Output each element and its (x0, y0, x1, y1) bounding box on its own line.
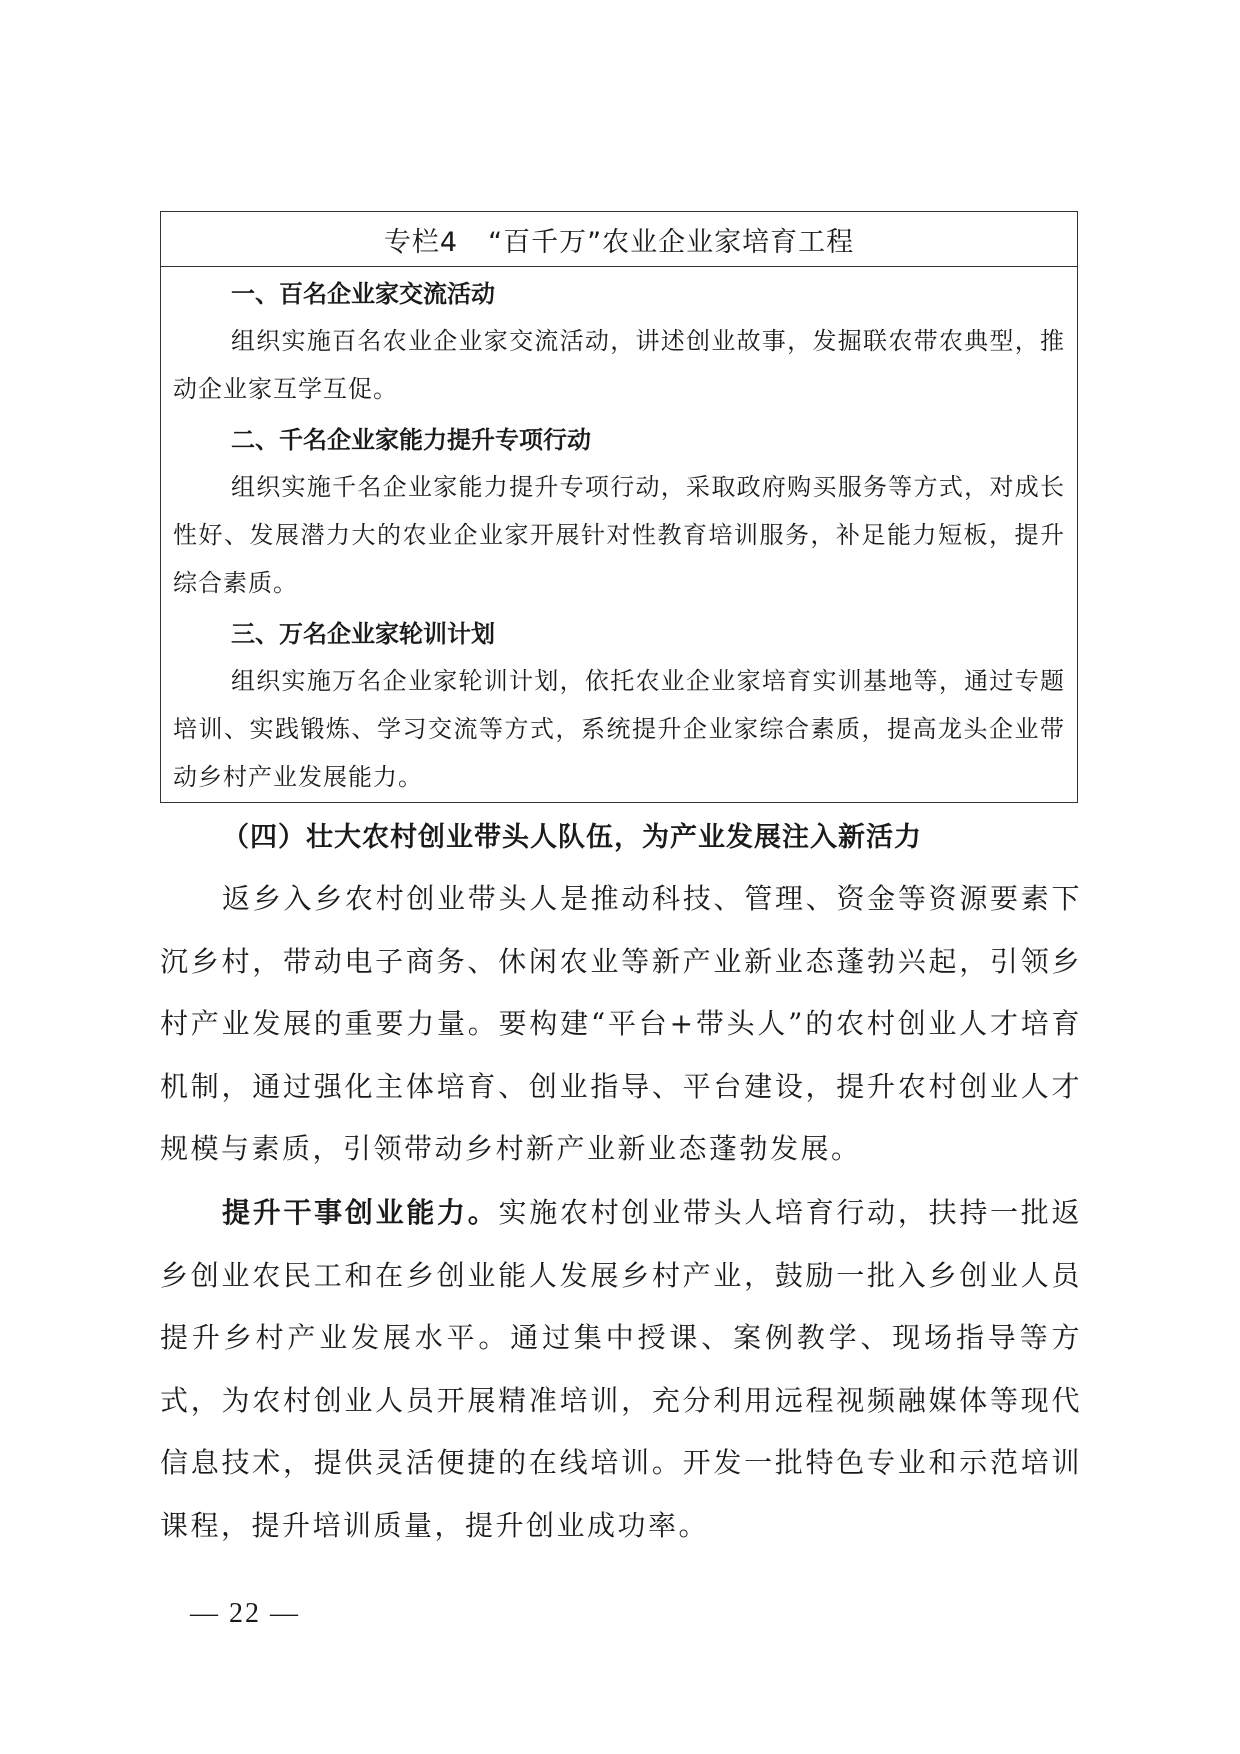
column-title (161, 212, 1077, 267)
main-paragraph: 返乡入乡农村创业带头人是推动科技、管理、资金等资源要素下沉乡村，带动电子商务、休闲农业等新产业新业态蓬勃兴起，引领乡村产业发展的重要力量。要构建“平台+带头人”的农村创业人才培育机制，通过强化主体培育、创业指导、平台建设，提升农村创业人才规模与素质，引领带动乡村新产业新业态蓬勃发展。 (160, 882, 1082, 1165)
main-paragraph (160, 1182, 1082, 1557)
column-body (161, 279, 1077, 801)
column-section (173, 425, 1065, 607)
column-section (173, 619, 1065, 801)
page-number: — 22 — (190, 1598, 300, 1629)
section-heading: 一、百名企业家交流活动 (231, 280, 495, 308)
section-four-heading: （四）壮大农村创业带头人队伍，为产业发展注入新活力 (222, 822, 922, 853)
column-title-label: 专栏4 (383, 226, 459, 258)
column-section (173, 279, 1065, 413)
paragraph-body: 实施农村创业带头人培育行动，扶持一批返乡创业农民工和在乡创业能人发展乡村产业，鼓励一批入乡创业人员提升乡村产业发展水平。通过集中授课、案例教学、现场指导等方式，为农村创业人员开展精准培训，充分利用远程视频融媒体等现代信息技术，提供灵活便捷的在线培训。开发一批特色专业和示范培训课程，提升培训质量，提升创业成功率。 (160, 1196, 1082, 1542)
section-body: 组织实施万名企业家轮训计划，依托农业企业家培育实训基地等，通过专题培训、实践锻炼、学习交流等方式，系统提升企业家综合素质，提高龙头企业带动乡村产业发展能力。 (173, 667, 1065, 791)
section-body: 组织实施千名企业家能力提升专项行动，采取政府购买服务等方式，对成长性好、发展潜力大的农业企业家开展针对性教育培训服务，补足能力短板，提升综合素质。 (173, 473, 1065, 597)
section-body: 组织实施百名农业企业家交流活动，讲述创业故事，发掘联农带农典型，推动企业家互学互促。 (173, 327, 1065, 403)
section-heading: 三、万名企业家轮训计划 (231, 620, 495, 648)
column-title-text: “百千万”农业企业家培育工程 (488, 226, 855, 258)
section-heading: 二、千名企业家能力提升专项行动 (231, 426, 591, 454)
paragraph-lead: 提升干事创业能力。 (222, 1196, 499, 1229)
feature-column-box (160, 211, 1078, 803)
